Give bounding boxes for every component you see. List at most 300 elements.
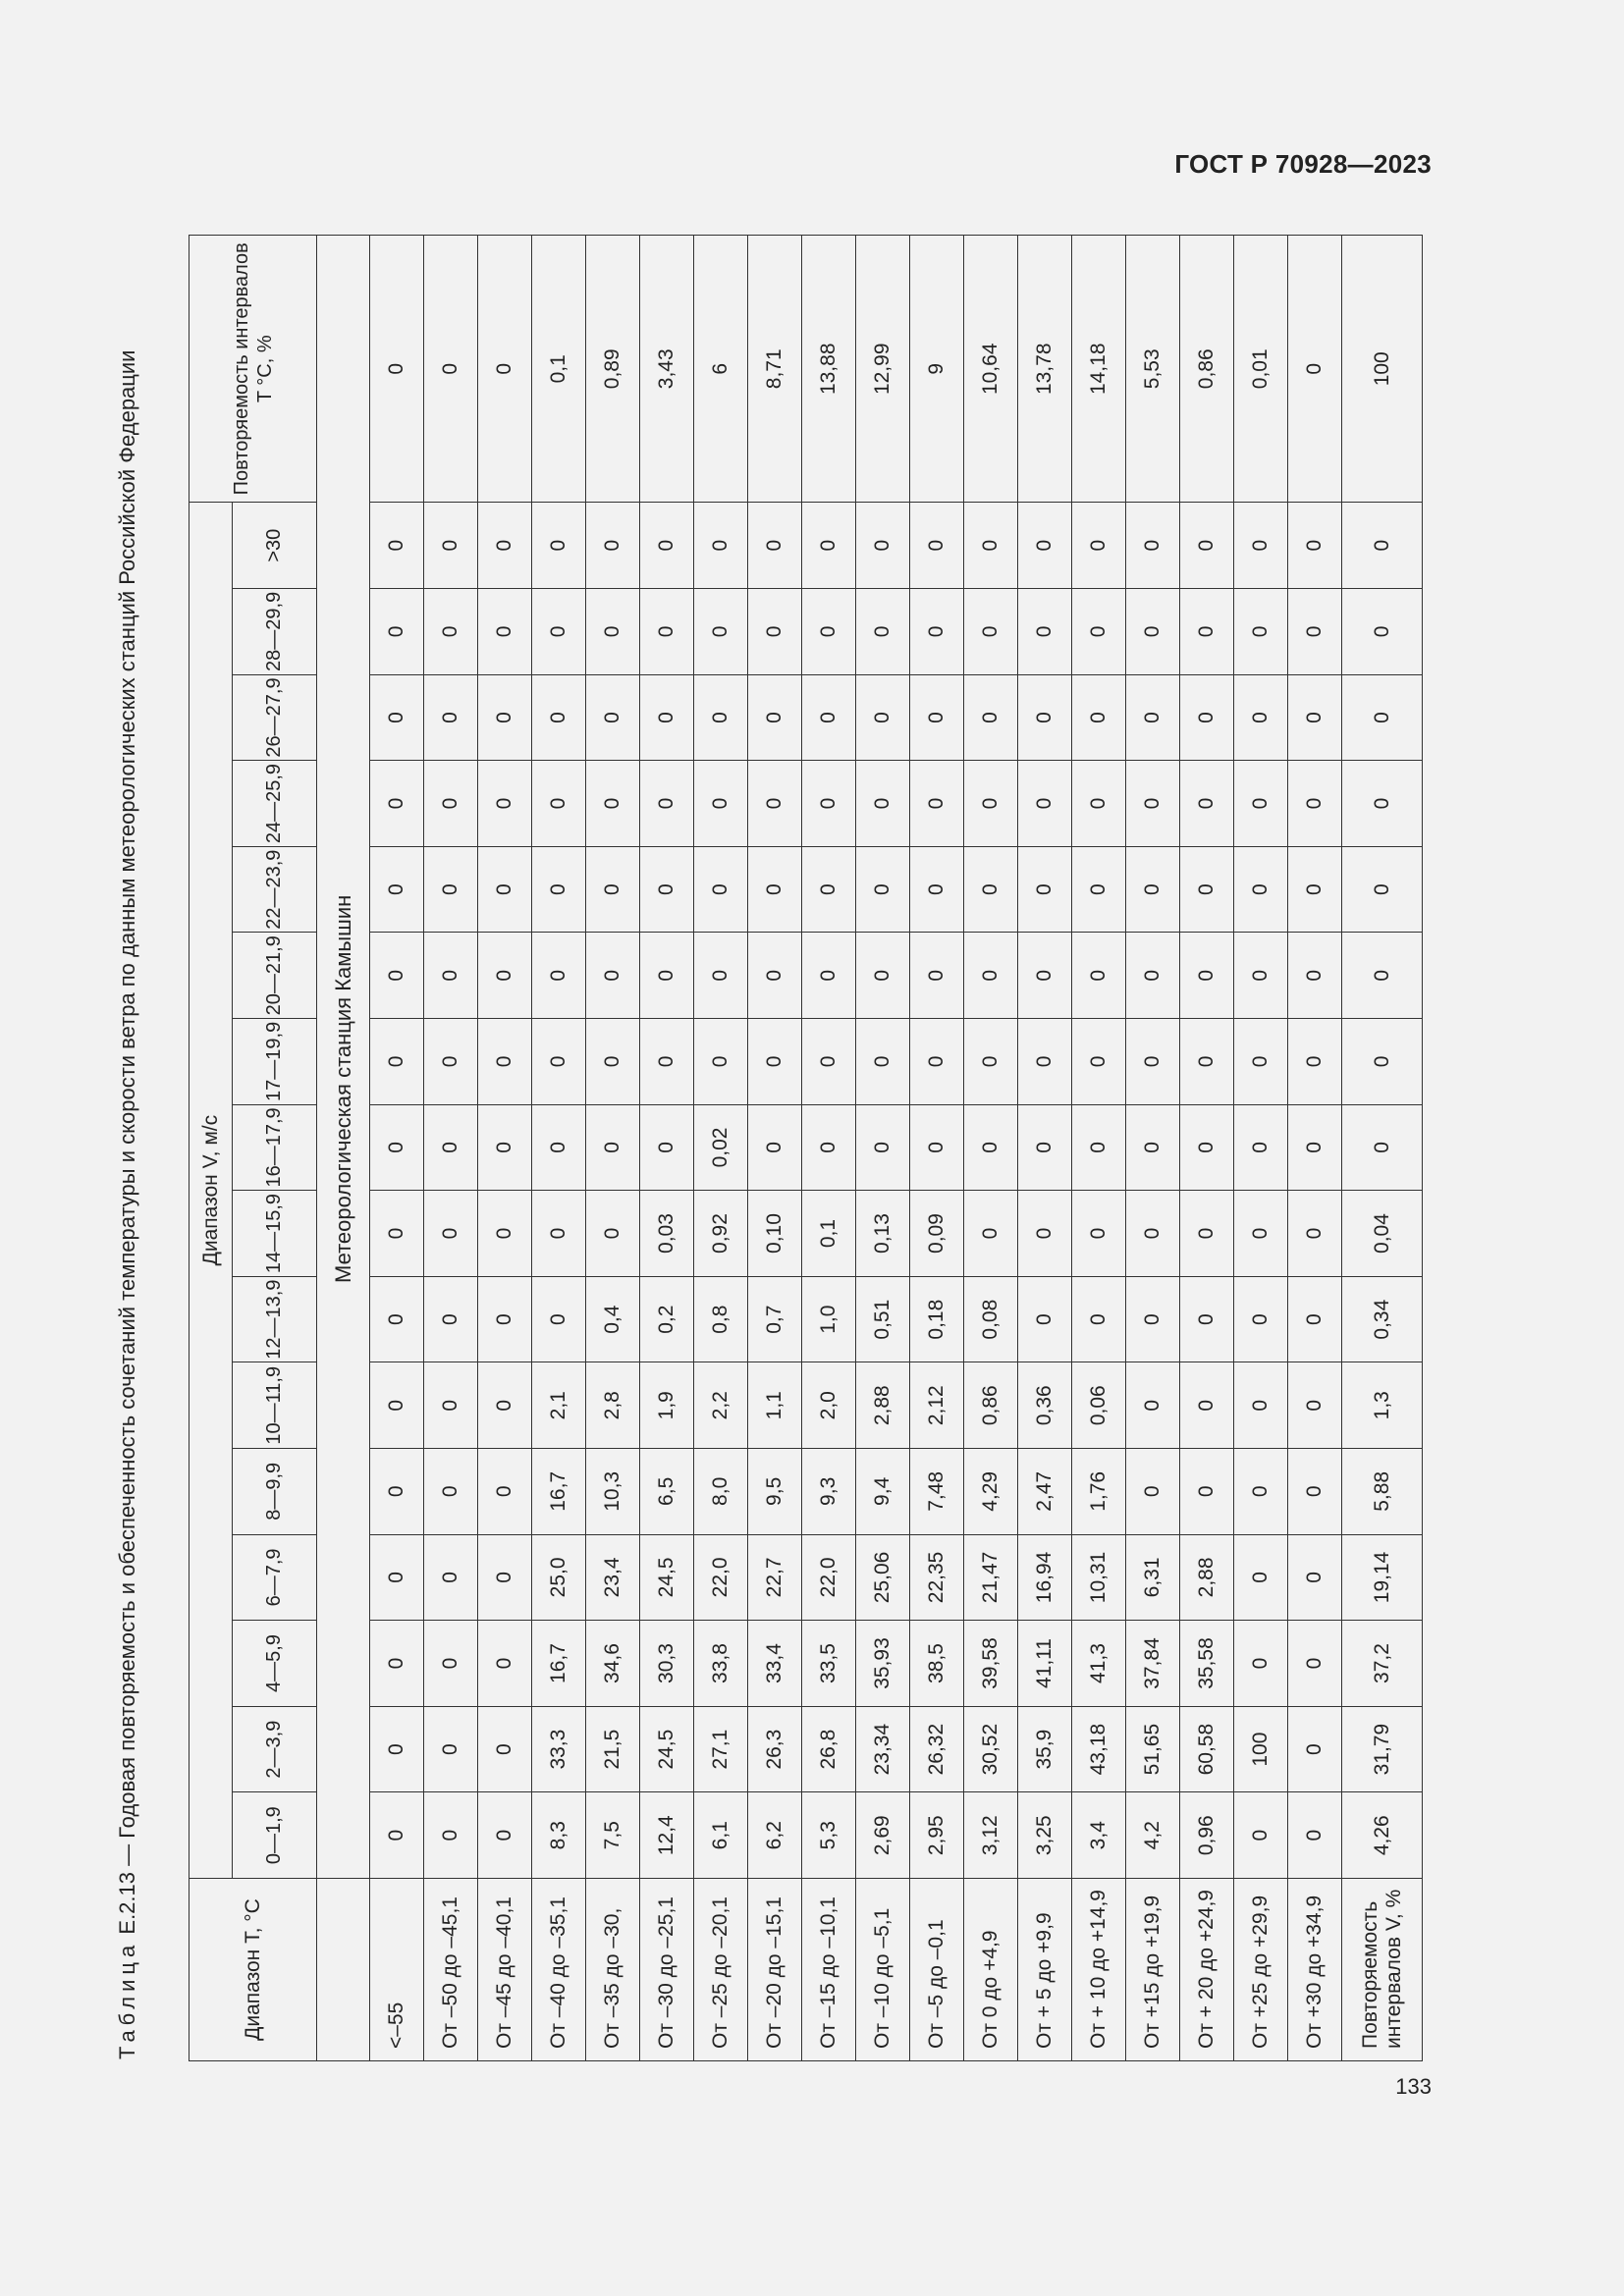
temp-range-label: От + 20 до +24,9 <box>1180 1879 1234 2061</box>
page-number: 133 <box>1395 2074 1432 2099</box>
station-name: Метеорологическая станция Камышин <box>317 236 370 1879</box>
table-cell: 0 <box>1018 1104 1072 1191</box>
table-cell: 0 <box>478 1019 532 1105</box>
table-cell: 0 <box>586 761 640 847</box>
table-cell: 2,47 <box>1018 1449 1072 1535</box>
table-cell: 0 <box>478 1534 532 1621</box>
table-cell: 2,12 <box>910 1362 964 1449</box>
temp-range-label: <–55 <box>370 1879 424 2061</box>
table-cell: 0 <box>1288 1191 1342 1277</box>
table-cell: 0 <box>424 1449 478 1535</box>
table-cell: 8,0 <box>694 1449 748 1535</box>
table-cell: 0 <box>748 761 802 847</box>
col-temp-header: Диапазон T, °C <box>189 1879 317 2061</box>
table-cell: 1,0 <box>802 1276 856 1362</box>
repeat-cell: 0 <box>478 236 532 503</box>
table-cell: 0 <box>1288 1534 1342 1621</box>
table-cell: 0 <box>1180 761 1234 847</box>
temp-range-label: От 0 до +4,9 <box>964 1879 1018 2061</box>
table-cell: 0 <box>424 1621 478 1707</box>
table-cell: 0 <box>1126 933 1180 1019</box>
table-cell: 0 <box>1234 933 1288 1019</box>
table-cell: 0 <box>1180 1362 1234 1449</box>
table-cell: 0 <box>424 1104 478 1191</box>
speed-range-header: 28—29,9 <box>233 589 317 675</box>
table-cell: 0 <box>1288 1276 1342 1362</box>
table-cell: 0 <box>1018 674 1072 761</box>
table-cell: 0 <box>424 1019 478 1105</box>
data-table <box>189 235 1423 2061</box>
table-cell: 0 <box>1234 1449 1288 1535</box>
table-cell: 6,5 <box>640 1449 694 1535</box>
table-cell: 0 <box>1342 1104 1423 1191</box>
table-cell: 0 <box>532 846 586 933</box>
table-cell: 35,93 <box>856 1621 910 1707</box>
speed-range-header: 12—13,9 <box>233 1276 317 1362</box>
table-cell: 2,0 <box>802 1362 856 1449</box>
table-cell: 0 <box>640 846 694 933</box>
table-cell: 0,13 <box>856 1191 910 1277</box>
table-cell: 0 <box>910 589 964 675</box>
table-row <box>640 236 694 2061</box>
table-cell: 0 <box>964 1191 1018 1277</box>
table-row <box>532 236 586 2061</box>
table-cell: 0 <box>856 933 910 1019</box>
table-cell: 19,14 <box>1342 1534 1423 1621</box>
table-cell: 1,1 <box>748 1362 802 1449</box>
repeat-cell: 14,18 <box>1072 236 1126 503</box>
table-cell: 0 <box>370 1706 424 1792</box>
repeat-cell: 10,64 <box>964 236 1018 503</box>
table-cell: 0 <box>1234 1104 1288 1191</box>
table-cell: 0 <box>856 846 910 933</box>
table-cell: 33,8 <box>694 1621 748 1707</box>
table-cell: 0,08 <box>964 1276 1018 1362</box>
table-cell: 0 <box>478 1706 532 1792</box>
table-cell: 0,92 <box>694 1191 748 1277</box>
table-cell: 0 <box>1234 1019 1288 1105</box>
table-cell: 2,69 <box>856 1792 910 1879</box>
table-cell: 22,0 <box>694 1534 748 1621</box>
caption-text: — Годовая повторяемость и обеспеченность сочетаний температуры и скорости ветра по данным метеорологических станций Российской Федерации <box>115 349 139 1872</box>
table-cell: 0 <box>370 589 424 675</box>
table-cell: 9,4 <box>856 1449 910 1535</box>
table-cell: 0 <box>1342 846 1423 933</box>
table-cell: 0 <box>1126 674 1180 761</box>
table-cell: 0,04 <box>1342 1191 1423 1277</box>
temp-range-label: Повторяемость интервалов V, % <box>1342 1879 1423 2061</box>
table-cell: 6,2 <box>748 1792 802 1879</box>
table-cell: 0 <box>424 503 478 589</box>
table-cell: 35,58 <box>1180 1621 1234 1707</box>
table-cell: 24,5 <box>640 1534 694 1621</box>
table-cell: 0 <box>1288 933 1342 1019</box>
table-cell: 0 <box>640 933 694 1019</box>
table-cell: 0 <box>370 1191 424 1277</box>
table-cell: 0 <box>1180 503 1234 589</box>
table-cell: 0 <box>802 1019 856 1105</box>
table-cell: 4,2 <box>1126 1792 1180 1879</box>
table-cell: 0 <box>1234 1362 1288 1449</box>
repeat-cell: 6 <box>694 236 748 503</box>
table-cell: 12,4 <box>640 1792 694 1879</box>
document-id: ГОСТ Р 70928—2023 <box>1174 149 1432 179</box>
table-cell: 7,48 <box>910 1449 964 1535</box>
table-cell: 0 <box>1018 1276 1072 1362</box>
table-cell: 26,32 <box>910 1706 964 1792</box>
table-cell: 0 <box>1126 1019 1180 1105</box>
table-cell: 0 <box>1018 503 1072 589</box>
table-cell: 0 <box>1288 846 1342 933</box>
table-cell: 0 <box>1288 503 1342 589</box>
table-cell: 27,1 <box>694 1706 748 1792</box>
table-cell: 0 <box>532 503 586 589</box>
table-cell: 1,76 <box>1072 1449 1126 1535</box>
table-cell: 0 <box>964 1019 1018 1105</box>
temp-range-label: От + 10 до +14,9 <box>1072 1879 1126 2061</box>
table-cell: 0 <box>748 846 802 933</box>
table-cell: 0 <box>424 933 478 1019</box>
table-cell: 0 <box>1072 1276 1126 1362</box>
table-cell: 31,79 <box>1342 1706 1423 1792</box>
table-row <box>964 236 1018 2061</box>
table-cell: 0 <box>1018 589 1072 675</box>
speed-range-header: 20—21,9 <box>233 933 317 1019</box>
table-cell: 0 <box>370 1019 424 1105</box>
repeat-cell: 12,99 <box>856 236 910 503</box>
table-cell: 0 <box>1180 1276 1234 1362</box>
speed-range-header: 16—17,9 <box>233 1104 317 1191</box>
table-cell: 0 <box>1288 761 1342 847</box>
table-cell: 0 <box>532 933 586 1019</box>
table-cell: 0 <box>1072 1104 1126 1191</box>
table-cell: 0 <box>370 1104 424 1191</box>
table-cell: 0 <box>424 761 478 847</box>
table-cell: 0 <box>1180 1019 1234 1105</box>
repeat-cell: 9 <box>910 236 964 503</box>
table-cell: 0 <box>478 589 532 675</box>
table-cell: 2,95 <box>910 1792 964 1879</box>
table-cell: 0 <box>532 761 586 847</box>
table-cell: 2,1 <box>532 1362 586 1449</box>
table-cell: 22,0 <box>802 1534 856 1621</box>
table-cell: 0 <box>424 1706 478 1792</box>
table-cell: 0 <box>1288 1104 1342 1191</box>
table-cell: 22,35 <box>910 1534 964 1621</box>
table-cell: 24,5 <box>640 1706 694 1792</box>
table-cell: 0 <box>640 674 694 761</box>
temp-range-label: От +25 до +29,9 <box>1234 1879 1288 2061</box>
table-cell: 1,9 <box>640 1362 694 1449</box>
table-cell: 0,03 <box>640 1191 694 1277</box>
table-cell: 0 <box>1180 1449 1234 1535</box>
table-cell: 0 <box>1234 1276 1288 1362</box>
table-cell: 4,26 <box>1342 1792 1423 1879</box>
table-cell: 4,29 <box>964 1449 1018 1535</box>
table-cell: 16,7 <box>532 1621 586 1707</box>
table-cell: 0 <box>532 674 586 761</box>
table-cell: 0 <box>1234 1534 1288 1621</box>
table-row <box>694 236 748 2061</box>
table-cell: 0 <box>370 1534 424 1621</box>
table-cell: 0 <box>1072 1191 1126 1277</box>
table-cell: 0 <box>586 503 640 589</box>
speed-range-header: 26—27,9 <box>233 674 317 761</box>
table-cell: 0 <box>748 589 802 675</box>
table-cell: 10,31 <box>1072 1534 1126 1621</box>
temp-range-label: От + 5 до +9,9 <box>1018 1879 1072 2061</box>
table-cell: 0 <box>478 674 532 761</box>
table-cell: 0,18 <box>910 1276 964 1362</box>
table-cell: 0 <box>802 674 856 761</box>
repeat-cell: 5,53 <box>1126 236 1180 503</box>
table-cell: 0 <box>964 589 1018 675</box>
table-cell: 0 <box>1342 933 1423 1019</box>
table-cell: 0 <box>964 933 1018 1019</box>
table-cell: 3,4 <box>1072 1792 1126 1879</box>
temp-range-label: От –30 до –25,1 <box>640 1879 694 2061</box>
table-cell: 1,3 <box>1342 1362 1423 1449</box>
speed-range-header: 17—19,9 <box>233 1019 317 1105</box>
table-cell: 0 <box>1180 589 1234 675</box>
table-cell: 0 <box>424 1534 478 1621</box>
temp-range-label: От –15 до –10,1 <box>802 1879 856 2061</box>
table-cell: 0,1 <box>802 1191 856 1277</box>
table-cell: 0 <box>586 674 640 761</box>
table-cell: 0 <box>856 503 910 589</box>
table-cell: 0 <box>910 1104 964 1191</box>
rotated-table-block <box>110 236 1431 2061</box>
table-cell: 0 <box>1126 1449 1180 1535</box>
caption-label: Таблица <box>115 1940 139 2059</box>
table-cell: 0 <box>1288 1706 1342 1792</box>
table-cell: 0 <box>370 933 424 1019</box>
table-cell: 3,12 <box>964 1792 1018 1879</box>
temp-range-label: От –20 до –15,1 <box>748 1879 802 2061</box>
table-cell: 0 <box>1342 589 1423 675</box>
table-row <box>910 236 964 2061</box>
table-cell: 0 <box>424 1792 478 1879</box>
temp-range-label: От –40 до –35,1 <box>532 1879 586 2061</box>
table-cell: 100 <box>1234 1706 1288 1792</box>
table-cell: 0 <box>1018 1191 1072 1277</box>
table-cell: 0,10 <box>748 1191 802 1277</box>
repeat-cell: 0,89 <box>586 236 640 503</box>
table-cell: 0 <box>1126 1276 1180 1362</box>
table-cell: 23,34 <box>856 1706 910 1792</box>
table-cell: 0 <box>1342 1019 1423 1105</box>
table-cell: 0 <box>478 1792 532 1879</box>
table-cell: 0 <box>1234 1191 1288 1277</box>
table-cell: 0 <box>1342 674 1423 761</box>
table-cell: 2,8 <box>586 1362 640 1449</box>
table-cell: 0 <box>910 761 964 847</box>
table-cell: 0 <box>694 674 748 761</box>
table-cell: 0 <box>1180 1191 1234 1277</box>
table-row <box>424 236 478 2061</box>
table-cell: 0 <box>1018 933 1072 1019</box>
table-cell: 0 <box>748 933 802 1019</box>
table-cell: 0 <box>802 846 856 933</box>
table-cell: 0 <box>370 1276 424 1362</box>
table-cell: 0 <box>910 1019 964 1105</box>
table-cell: 0 <box>1126 1104 1180 1191</box>
table-row <box>1180 236 1234 2061</box>
table-cell: 7,5 <box>586 1792 640 1879</box>
table-cell: 0 <box>1180 674 1234 761</box>
table-cell: 5,3 <box>802 1792 856 1879</box>
table-cell: 2,88 <box>856 1362 910 1449</box>
repeat-cell: 0 <box>1288 236 1342 503</box>
table-cell: 0 <box>1342 503 1423 589</box>
table-cell: 0 <box>1126 1191 1180 1277</box>
table-cell: 0 <box>1288 674 1342 761</box>
table-cell: 0 <box>694 933 748 1019</box>
table-cell: 0,2 <box>640 1276 694 1362</box>
table-cell: 6,1 <box>694 1792 748 1879</box>
table-cell: 0 <box>478 846 532 933</box>
table-cell: 22,7 <box>748 1534 802 1621</box>
table-cell: 0 <box>802 503 856 589</box>
table-cell: 0,86 <box>964 1362 1018 1449</box>
table-cell: 0 <box>1126 1362 1180 1449</box>
table-cell: 0 <box>910 846 964 933</box>
table-row <box>1234 236 1288 2061</box>
table-cell: 0 <box>856 674 910 761</box>
table-cell: 0 <box>1288 1362 1342 1449</box>
table-cell: 43,18 <box>1072 1706 1126 1792</box>
table-cell: 0 <box>1018 846 1072 933</box>
table-cell: 0 <box>1288 1019 1342 1105</box>
repeat-cell: 0 <box>424 236 478 503</box>
table-cell: 0 <box>910 503 964 589</box>
table-cell: 0 <box>370 1621 424 1707</box>
table-cell: 41,3 <box>1072 1621 1126 1707</box>
table-cell: 0 <box>586 1104 640 1191</box>
table-cell: 0 <box>1126 761 1180 847</box>
table-cell: 0 <box>478 1362 532 1449</box>
speed-range-header: 24—25,9 <box>233 761 317 847</box>
table-cell: 25,06 <box>856 1534 910 1621</box>
table-cell: 0 <box>424 1362 478 1449</box>
table-cell: 0 <box>586 1019 640 1105</box>
table-cell: 0 <box>532 589 586 675</box>
table-cell: 0 <box>748 503 802 589</box>
table-cell: 25,0 <box>532 1534 586 1621</box>
table-cell: 0,09 <box>910 1191 964 1277</box>
caption-number: Е.2.13 <box>115 1872 139 1935</box>
table-cell: 26,3 <box>748 1706 802 1792</box>
speed-range-header: 14—15,9 <box>233 1191 317 1277</box>
table-cell: 0 <box>478 761 532 847</box>
table-cell: 0 <box>964 674 1018 761</box>
table-cell: 34,6 <box>586 1621 640 1707</box>
table-cell: 0,06 <box>1072 1362 1126 1449</box>
table-cell: 10,3 <box>586 1449 640 1535</box>
table-cell: 0,51 <box>856 1276 910 1362</box>
table-cell: 0 <box>370 846 424 933</box>
table-cell: 51,65 <box>1126 1706 1180 1792</box>
table-cell: 0 <box>910 933 964 1019</box>
table-cell: 0 <box>586 589 640 675</box>
table-cell: 0 <box>1288 589 1342 675</box>
table-cell: 0 <box>1018 761 1072 847</box>
table-cell: 0 <box>640 1104 694 1191</box>
temp-range-label: От –5 до –0,1 <box>910 1879 964 2061</box>
table-cell: 0 <box>1234 674 1288 761</box>
table-cell: 0 <box>586 846 640 933</box>
table-cell: 0 <box>424 1276 478 1362</box>
table-row <box>856 236 910 2061</box>
table-cell: 0 <box>478 503 532 589</box>
table-cell: 0,02 <box>694 1104 748 1191</box>
table-cell: 0 <box>586 1191 640 1277</box>
table-cell: 0 <box>478 1621 532 1707</box>
table-cell: 0 <box>640 761 694 847</box>
table-cell: 0 <box>964 761 1018 847</box>
table-cell: 0 <box>1018 1019 1072 1105</box>
table-cell: 0 <box>802 933 856 1019</box>
table-row <box>586 236 640 2061</box>
table-cell: 9,5 <box>748 1449 802 1535</box>
table-cell: 0 <box>1234 1792 1288 1879</box>
table-cell: 0 <box>1180 846 1234 933</box>
table-caption <box>110 236 189 2061</box>
table-cell: 0 <box>478 1104 532 1191</box>
table-cell: 0 <box>856 589 910 675</box>
table-cell: 0 <box>1234 503 1288 589</box>
table-cell: 0 <box>532 1104 586 1191</box>
repeat-cell: 13,78 <box>1018 236 1072 503</box>
table-cell: 30,52 <box>964 1706 1018 1792</box>
repeat-cell: 13,88 <box>802 236 856 503</box>
table-cell: 0 <box>1180 933 1234 1019</box>
table-cell: 0,7 <box>748 1276 802 1362</box>
table-cell: 0 <box>694 503 748 589</box>
table-row <box>1288 236 1342 2061</box>
table-cell: 0 <box>1288 1621 1342 1707</box>
table-cell: 0 <box>1126 589 1180 675</box>
table-cell: 21,47 <box>964 1534 1018 1621</box>
total-row <box>1342 236 1423 2061</box>
table-cell: 0 <box>1180 1104 1234 1191</box>
table-cell: 37,2 <box>1342 1621 1423 1707</box>
table-cell: 0 <box>856 1019 910 1105</box>
table-cell: 0 <box>370 674 424 761</box>
table-cell: 0 <box>694 846 748 933</box>
table-cell: 39,58 <box>964 1621 1018 1707</box>
table-cell: 0,4 <box>586 1276 640 1362</box>
repeat-cell: 8,71 <box>748 236 802 503</box>
speed-range-header: >30 <box>233 503 317 589</box>
table-cell: 0 <box>1072 589 1126 675</box>
temp-range-label: От +30 до +34,9 <box>1288 1879 1342 2061</box>
table-cell: 0 <box>478 1449 532 1535</box>
table-cell: 0,8 <box>694 1276 748 1362</box>
temp-range-label: От +15 до +19,9 <box>1126 1879 1180 2061</box>
station-spacer-cell <box>317 1879 370 2061</box>
table-cell: 0 <box>748 1019 802 1105</box>
speed-range-header: 8—9,9 <box>233 1449 317 1535</box>
table-cell: 0 <box>478 933 532 1019</box>
table-cell: 0 <box>424 846 478 933</box>
table-cell: 23,4 <box>586 1534 640 1621</box>
table-cell: 0 <box>802 1104 856 1191</box>
table-cell: 0 <box>1072 674 1126 761</box>
table-cell: 33,4 <box>748 1621 802 1707</box>
table-row <box>748 236 802 2061</box>
table-row <box>370 236 424 2061</box>
